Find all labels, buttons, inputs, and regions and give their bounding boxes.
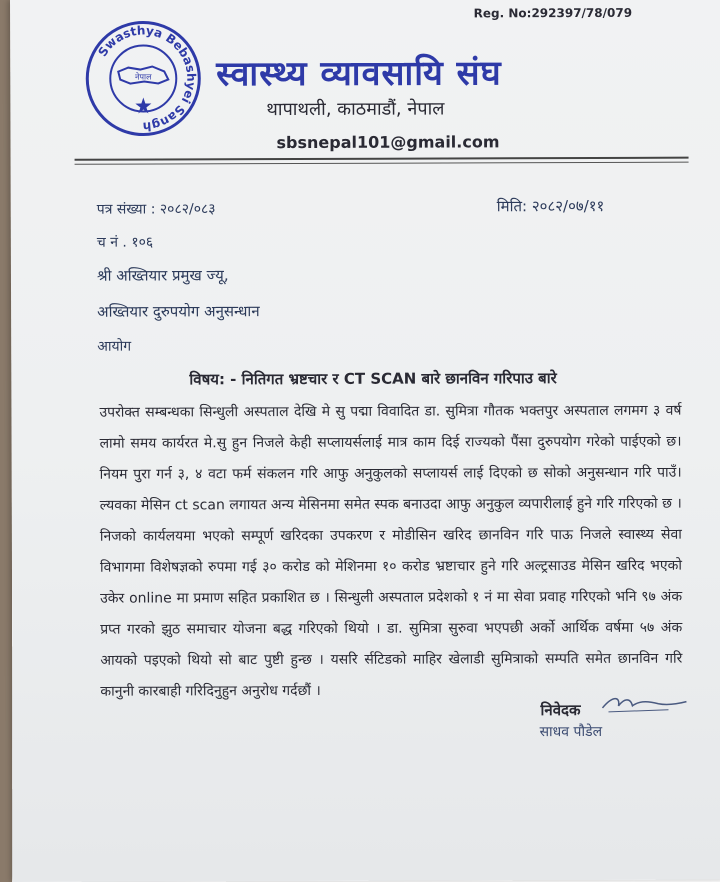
organization-seal-icon bbox=[84, 19, 202, 137]
letter-date: मिति: २०८२/०७/११ bbox=[496, 196, 605, 216]
handwritten-signature-icon bbox=[598, 692, 688, 716]
recipient-line-3: आयोग bbox=[97, 338, 132, 355]
dispatch-number: च नं . १०६ bbox=[96, 234, 154, 251]
recipient-line-2: अख्तियार दुरुपयोग अनुसन्धान bbox=[97, 302, 260, 321]
seal-center-text: नेपाल bbox=[135, 72, 152, 82]
organization-address: थापाथली, काठमाडौं, नेपाल bbox=[266, 98, 445, 121]
signoff-label: निवेदक bbox=[540, 701, 581, 720]
header-divider-thin bbox=[75, 162, 689, 165]
header-divider bbox=[75, 157, 689, 161]
letter-subject: विषय: - नितिगत भ्रष्टचार र CT SCAN बारे छानविन गरिपाउ बारे bbox=[189, 369, 557, 389]
organization-name: स्वास्थ्य व्यावसायि संघ bbox=[216, 53, 502, 95]
letter-body: उपरोक्त सम्बन्धका सिन्धुली अस्पताल देखि मे सु पद्मा विवादित डा. सुमित्रा गौतक भक्तपुर अस्पताल लगमग ३ वर्ष लामो समय कार्यरत मे.सु हुन निजले केही सप्लायर्सलाई मात्र काम दिई राज्यको पैंसा दुरुपयोग गरेको पाईएको छ। नियम पुरा गर्न ३, ४ वटा फर्म संकलन गरि आफु अनुकुलको सप्लायर्स लाई दिएको छ सोको अनुसन्धान गरि पाउँ। ल्यवका मेसिन ct scan लगायत अन्य मेसिनमा समेत स्पक बनाउदा आफु अनुकुल व्यपारीलाई हुने गरि गरिएको छ । निजको कार्यलयमा भएको सम्पूर्ण खरिदका उपकरण र मोडीसिन खरिद छानविन गरि पाऊ निजले स्वास्थ्य सेवा विभागमा विशेषज्ञको रुपमा गई ३० करोड को मेशिनमा १० करोड भ्रष्टाचार हुने गरि अल्ट्रसाउड मेसिन खरिद भएको उकेर online मा प्रमाण सहित प्रकाशित छ । सिन्धुली अस्पताल प्रदेशको १ नं मा सेवा प्रवाह गरिएको भनि ९७ अंक प्रप्त गरको झुठ समाचार योजना बद्ध गरिएको थियो । डा. सुमित्रा सुरुवा भएपछी अर्को आर्थिक वर्षमा ५७ अंक आयको पइएको थियो सो बाट पुष्टी हुन्छ । यसरि र्सटिडको माहिर खेलाडी सुमित्राको सम्पति समेत छानविन गरि कानुनी कारबाही गरिदिनुहुन अनुरोध गर्दछौं । bbox=[99, 402, 683, 700]
organization-email: sbsnepal101@gmail.com bbox=[276, 132, 500, 153]
recipient-line-1: श्री अख्तियार प्रमुख ज्यू, bbox=[96, 266, 229, 285]
letter-paper bbox=[10, 0, 720, 882]
seal-ring-text: Swasthya Bebashyei Sangh bbox=[95, 23, 199, 134]
signer-name: साधव पौडेल bbox=[539, 723, 603, 741]
registration-number: Reg. No:292397/78/079 bbox=[473, 5, 633, 21]
reference-number: पत्र संख्या : २०८२/०८३ bbox=[96, 201, 216, 218]
